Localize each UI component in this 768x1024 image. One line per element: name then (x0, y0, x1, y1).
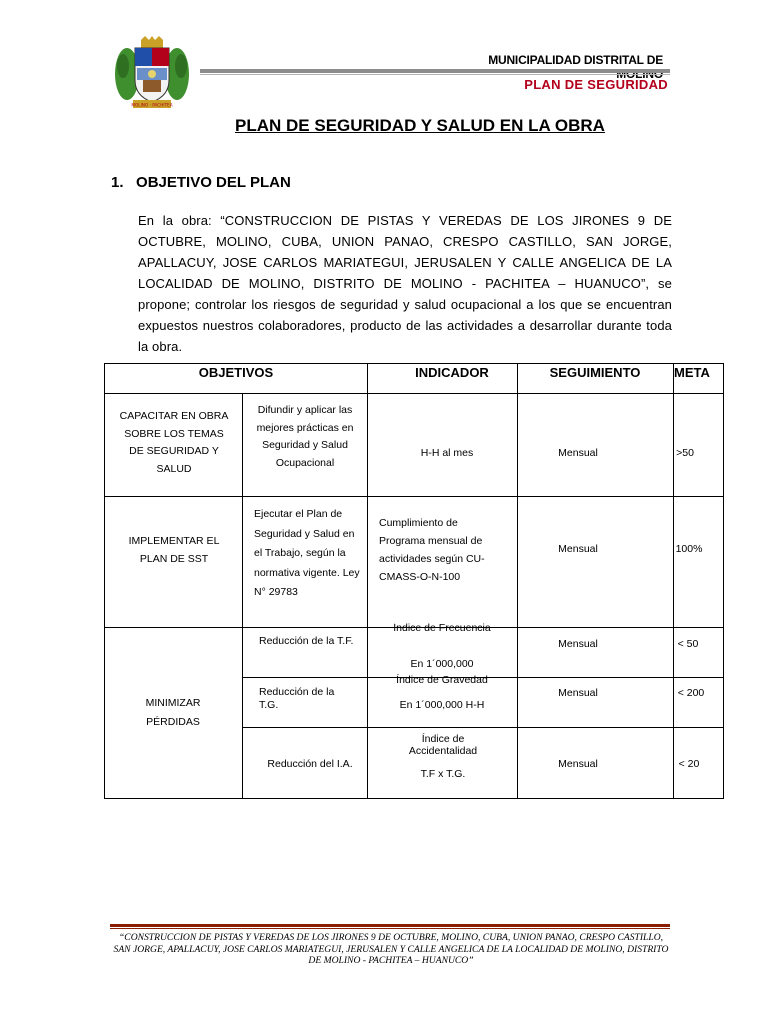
section-heading (111, 174, 291, 191)
row3a-indicador-label: Índice de Frecuencia (393, 623, 491, 634)
objectives-table (104, 363, 724, 799)
section-title: OBJETIVO DEL PLAN (136, 174, 291, 191)
row2-accion: Ejecutar el Plan de Seguridad y Salud en el Trabajo, según la normativa vigente. Ley N° 29783 (254, 508, 360, 598)
row3c-seguimiento: Mensual (558, 758, 598, 770)
col-divider-2 (367, 364, 368, 799)
logo-caption: MOLINO · PACHITEA (131, 102, 173, 108)
row-divider-header (105, 393, 723, 394)
row3b-indicador-base: En 1´000,000 H-H (399, 699, 485, 711)
row3b-accion: Reducción de la T.G. (259, 686, 335, 711)
row3b-indicador-label: Índice de Gravedad (396, 674, 488, 686)
objective-paragraph: En la obra: “CONSTRUCCION DE PISTAS Y VEREDAS DE LOS JIRONES 9 DE OCTUBRE, MOLINO, CUBA, UNION PANAO, CRESPO CASTILLO, SAN JORGE, APALLACUY, JOSE CARLOS MARIATEGUI, JERUSALEN Y CALLE ANGELICA DE LA LOCALIDAD DE MOLINO, DISTRITO DE MOLINO - PACHITEA – HUANUCO”, se propone; controlar los riesgos de seguridad y salud ocupacional a los que se encuentran expuestos nuestros colaboradores, producto de las actividades a desarrollar durante toda la obra. (138, 213, 672, 354)
row3a-indicador-base: En 1´000,000 (410, 658, 474, 670)
row3c-indicador-label: Índice de Accidentalidad (408, 733, 478, 757)
row3-objetivo: MINIMIZAR PÉRDIDAS (145, 697, 201, 728)
header-rule-thick (200, 69, 670, 73)
header-seguimiento: SEGUIMIENTO (549, 365, 641, 380)
row-divider-3b (243, 727, 723, 728)
row-divider-1 (105, 496, 723, 497)
row2-seguimiento: Mensual (558, 543, 598, 555)
row1-seguimiento: Mensual (558, 447, 598, 459)
row1-accion: Difundir y aplicar las mejores prácticas en Seguridad y Salud Ocupacional (256, 404, 354, 469)
row3b-seguimiento: Mensual (558, 687, 598, 699)
plan-label: PLAN DE SEGURIDAD (524, 77, 668, 92)
row2-indicador: Cumplimiento de Programa mensual de actividades según CU-CMASS-O-N-100 (379, 517, 485, 583)
municipality-name: MUNICIPALIDAD DISTRITAL DE (488, 53, 663, 67)
section-number: 1. (111, 174, 124, 191)
footer-project-name: “CONSTRUCCION DE PISTAS Y VEREDAS DE LOS JIRONES 9 DE OCTUBRE, MOLINO, CUBA, UNION PANAO, CRESPO CASTILLO, SAN JORGE, APALLACUY, JOSE CARLOS MARIATEGUI, JERUSALEN Y CALLE ANGELICA DE LA LOCALIDAD DE MOLINO, DISTRITO DE MOLINO - PACHITEA – HUANUCO” (113, 932, 669, 966)
col-divider-4 (673, 364, 674, 799)
document-title (0, 116, 768, 136)
header-rule-thin (200, 74, 670, 75)
col-divider-1 (242, 393, 243, 799)
row2-objetivo: IMPLEMENTAR EL PLAN DE SST (128, 535, 220, 565)
row3a-seguimiento: Mensual (558, 638, 598, 650)
header-indicador: INDICADOR (415, 365, 489, 380)
row1-indicador: H-H al mes (420, 447, 474, 459)
row3c-indicador-base: T.F x T.G. (420, 768, 466, 780)
footer-rule-thick (110, 924, 670, 927)
header-objetivos: OBJETIVOS (198, 365, 274, 380)
header-meta: META (674, 365, 710, 380)
row3a-accion: Reducción de la T.F. (259, 635, 354, 647)
col-divider-3 (517, 364, 518, 799)
document-title-text: PLAN DE SEGURIDAD Y SALUD EN LA OBRA (235, 116, 605, 135)
municipality-coat-of-arms (113, 36, 191, 112)
row1-objetivo: CAPACITAR EN OBRA SOBRE LOS TEMAS DE SEGURIDAD Y SALUD (119, 410, 229, 475)
row1-meta: >50 (676, 447, 694, 459)
row3a-meta: < 50 (677, 638, 699, 650)
row3c-meta: < 20 (678, 758, 700, 770)
footer-rule-thin (110, 928, 670, 929)
row3c-accion: Reducción del I.A. (267, 758, 353, 770)
row3b-meta: < 200 (677, 687, 705, 699)
row2-meta: 100% (675, 543, 703, 555)
